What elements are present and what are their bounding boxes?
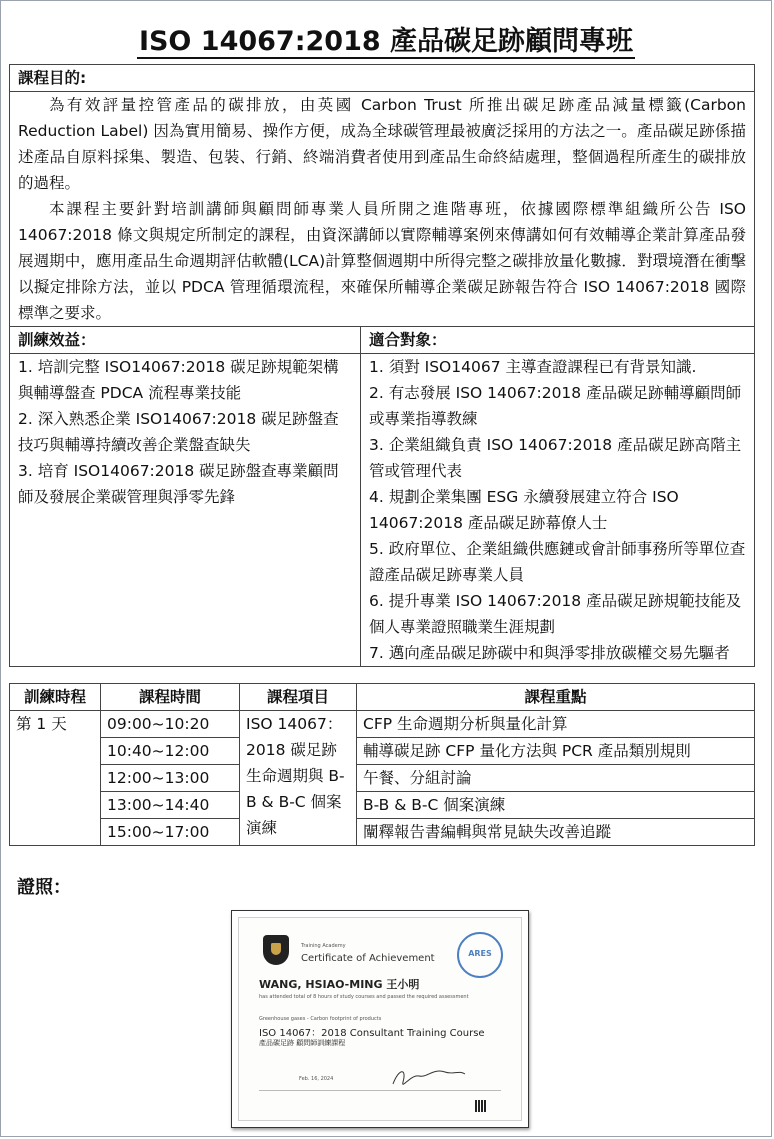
certificate-date: Feb. 16, 2024: [299, 1076, 334, 1082]
time-cell: 10:40~12:00: [101, 738, 240, 765]
table-row: [10, 711, 755, 738]
audience-list: [361, 354, 755, 667]
table-row: [10, 765, 755, 792]
table-row: [10, 738, 755, 765]
focus-cell: 輔導碳足跡 CFP 量化方法與 PCR 產品類別規則: [357, 738, 755, 765]
course-name-zh: 產品碳足跡 顧問師訓練課程: [259, 1039, 346, 1047]
benefit-item: 3. 培育 ISO14067:2018 碳足跡盤查專業顧問師及發展企業碳管理與淨零先鋒: [18, 462, 339, 506]
audience-item: 2. 有志發展 ISO 14067:2018 產品碳足跡輔導顧問師或專業指導教練: [369, 384, 742, 428]
benefit-item: 2. 深入熟悉企業 ISO14067:2018 碳足跡盤查技巧與輔導持續改善企業盤查缺失: [18, 410, 339, 454]
page-title: ISO 14067:2018 產品碳足跡顧問專班: [138, 26, 634, 57]
audience-item: 4. 規劃企業集團 ESG 永續發展建立符合 ISO 14067:2018 產品碳足跡幕僚人士: [369, 488, 679, 532]
benefit-item: 1. 培訓完整 ISO14067:2018 碳足跡規範架構與輔導盤查 PDCA 流程專業技能: [18, 358, 339, 402]
day-cell: 第 1 天: [10, 711, 101, 846]
purpose-body: [10, 92, 755, 327]
purpose-paragraph-2: 本課程主要針對培訓講師與顧問師專業人員所開之進階專班，依據國際標準組織所公告 ISO 14067:2018 條文與規定所制定的課程，由資深講師以實際輔導案例來傳講如何有效輔導企業計算產品發展週期中，應用產品生命週期評估軟體(LCA)計算整個週期中所得完整之碳排放量化數據．對環境潛在衝擊以擬定排除方法，並以 PDCA 管理循環流程，來確保所輔導企業碳足跡報告符合 ISO 14067:2018 國際標準之要求。: [18, 200, 746, 322]
audience-item: 5. 政府單位、企業組織供應鏈或會計師事務所等單位查證產品碳足跡專業人員: [369, 540, 746, 584]
focus-cell: 午餐、分組討論: [357, 765, 755, 792]
focus-cell: B-B & B-C 個案演練: [357, 792, 755, 819]
time-cell: 09:00~10:20: [101, 711, 240, 738]
academy-name: Training Academy: [301, 943, 346, 949]
table-row: [10, 792, 755, 819]
course-info-table: [9, 64, 755, 667]
header-schedule-day: 訓練時程: [10, 684, 101, 711]
focus-cell: 闡釋報告書編輯與常見缺失改善追蹤: [357, 819, 755, 846]
certificate-heading: 證照：: [17, 877, 71, 898]
purpose-paragraph-1: 為有效評量控管產品的碳排放，由英國 Carbon Trust 所推出碳足跡產品減量標籤(Carbon Reduction Label) 因為實用簡易、操作方便，成為全球碳管理最被廣泛採用的方法之一。產品碳足跡係描述產品自原料採集、製造、包裝、行銷、終端消費者使用到產品生命終結處理，整個過程所產生的碳排放的過程。: [18, 96, 746, 192]
time-cell: 13:00~14:40: [101, 792, 240, 819]
benefits-heading: 訓練效益：: [10, 327, 361, 354]
audience-item: 3. 企業組織負責 ISO 14067:2018 產品碳足跡高階主管或管理代表: [369, 436, 742, 480]
topic-cell: ISO 14067：2018 碳足跡生命週期與 B-B & B-C 個案演練: [240, 711, 357, 846]
ares-badge-icon: ARES: [457, 932, 503, 978]
recipient-name: WANG, HSIAO-MING 王小明: [259, 978, 420, 991]
qr-code-icon: [475, 1100, 487, 1112]
certificate-subject: Greenhouse gases - Carbon footprint of products: [259, 1016, 382, 1022]
divider: [259, 1090, 501, 1091]
benefits-list: [10, 354, 361, 667]
audience-item: 6. 提升專業 ISO 14067:2018 產品碳足跡規範技能及個人專業證照職業生涯規劃: [369, 592, 742, 636]
schedule-table: [9, 683, 755, 846]
focus-cell: CFP 生命週期分析與量化計算: [357, 711, 755, 738]
signature-icon: [389, 1064, 469, 1092]
audience-item: 7. 邁向產品碳足跡碳中和與淨零排放碳權交易先驅者: [369, 644, 730, 662]
time-cell: 12:00~13:00: [101, 765, 240, 792]
header-time: 課程時間: [101, 684, 240, 711]
course-name-en: ISO 14067：2018 Consultant Training Course: [259, 1028, 485, 1039]
time-cell: 15:00~17:00: [101, 819, 240, 846]
audience-item: 1. 須對 ISO14067 主導查證課程已有背景知識.: [369, 358, 697, 376]
table-row: [10, 819, 755, 846]
certificate-title: Certificate of Achievement: [301, 953, 435, 964]
certificate-inner: [238, 917, 522, 1121]
certificate-image: [231, 910, 529, 1128]
purpose-heading: 課程目的:: [10, 65, 755, 92]
academy-logo-icon: [263, 935, 289, 965]
certificate-note: has attended total of 8 hours of study courses and passed the required assessment: [259, 994, 469, 1000]
header-focus: 課程重點: [357, 684, 755, 711]
header-topic: 課程項目: [240, 684, 357, 711]
audience-heading: 適合對象：: [361, 327, 755, 354]
